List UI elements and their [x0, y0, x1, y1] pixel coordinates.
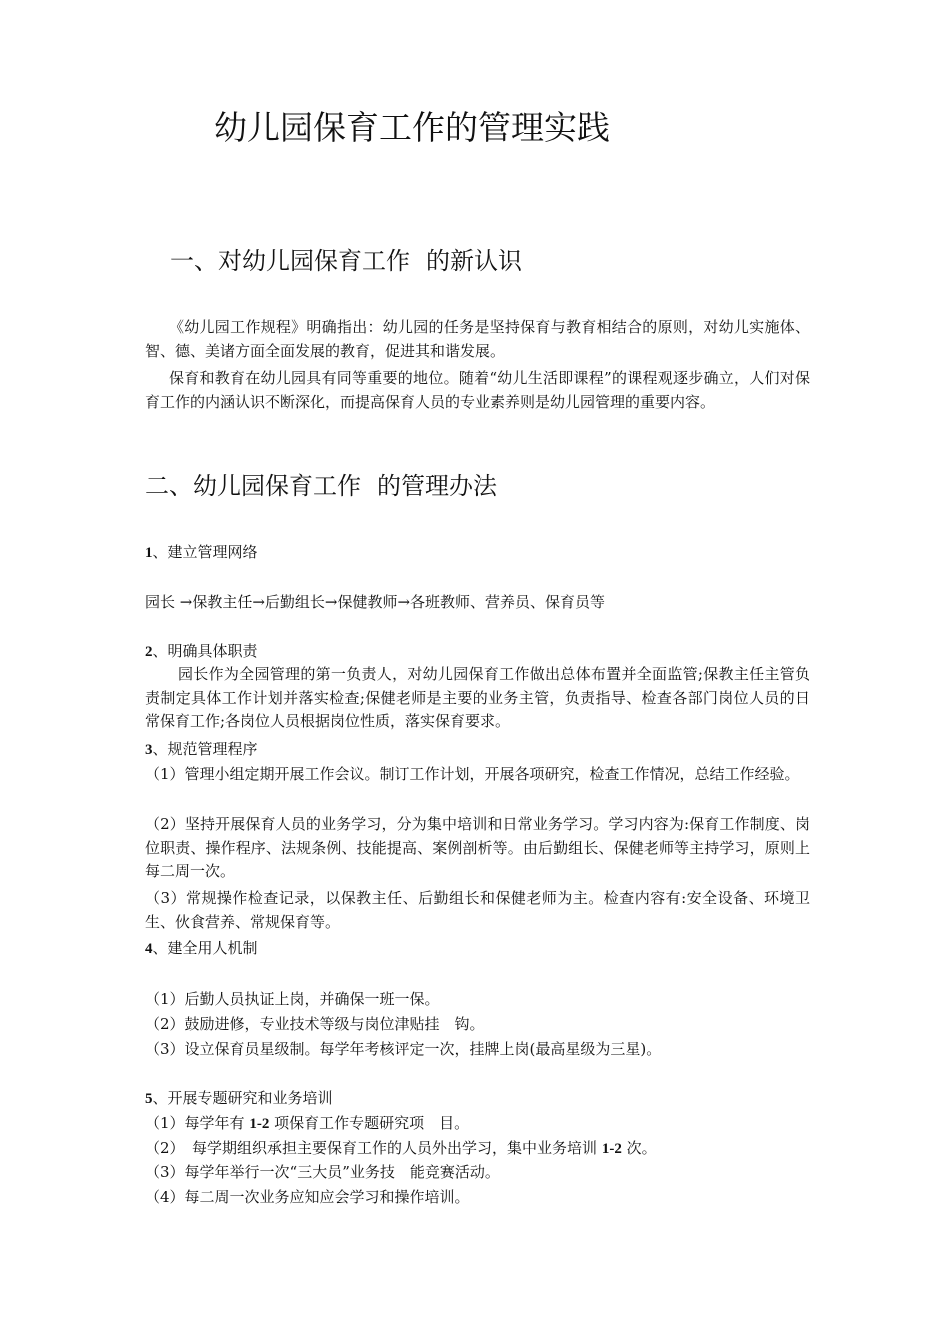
item-4-sub-3-text: 设立保育员星级制。每学年考核评定一次，挂牌上岗(最高星级为三星)。	[184, 1040, 662, 1058]
section-heading-2	[145, 466, 497, 501]
item-5-sub-4-number: （4）	[145, 1188, 185, 1206]
item-3-sub-2-text: 坚持开展保育人员的业务学习，分为集中培训和日常业务学习。学习内容为:保育工作制度、岗位职责、操作程序、法规条例、技能提高、案例剖析等。由后勤组长、保健老师等主持学习，原则上每二周一次。	[145, 815, 811, 880]
item-5-sub-1	[145, 1112, 469, 1136]
item-4-sub-1	[145, 988, 440, 1011]
management-chain: 园长 →保教主任→后勤组长→保健教师→各班教师、营养员、保育员等	[145, 593, 606, 611]
item-5-heading	[145, 1087, 333, 1111]
item-5-sub-2-text-a: 每学期组织承担主要保育工作的人员外出学习，集中业务培训	[177, 1139, 602, 1157]
item-1-title: 、建立管理网络	[152, 543, 258, 561]
item-3-sub-3-text: 常规操作检查记录，以保教主任、后勤组长和保健老师为主。检查内容有:安全设备、环境卫生、伙食营养、常规保育等。	[145, 889, 810, 931]
section-heading-1-part-a: 一、对幼儿园保育工作	[170, 247, 410, 275]
item-4-sub-2-text: 鼓励进修，专业技术等级与岗位津贴挂 钩。	[184, 1015, 485, 1033]
section-heading-1	[170, 241, 522, 276]
item-5-sub-3	[145, 1161, 500, 1184]
item-4-number: 4	[145, 941, 153, 957]
item-4-sub-3	[145, 1038, 661, 1061]
item-5-sub-1-range: 1-2	[249, 1116, 270, 1132]
item-3-sub-1-text: 管理小组定期开展工作会议。制订工作计划，开展各项研究，检查工作情况，总结工作经验。	[184, 765, 800, 783]
item-5-sub-1-number: （1）	[145, 1114, 185, 1132]
item-3-title: 、规范管理程序	[152, 740, 258, 758]
item-3-sub-3-number: （3）	[145, 889, 186, 907]
item-5-sub-3-number: （3）	[145, 1163, 185, 1181]
item-5-sub-3-text: 每学年举行一次“三大员”业务技 能竞赛活动。	[184, 1163, 500, 1181]
document-title: 幼儿园保育工作的管理实践	[214, 108, 610, 147]
item-2-heading	[145, 640, 258, 664]
item-5-sub-2	[145, 1137, 657, 1161]
paragraph-importance: 保育和教育在幼儿园具有同等重要的地位。随着“幼儿生活即课程”的课程观逐步确立，人们对保育工作的内涵认识不断深化，而提高保育人员的专业素养则是幼儿园管理的重要内容。	[145, 369, 810, 411]
paragraph-regulation: 《幼儿园工作规程》明确指出：幼儿园的任务是坚持保育与教育相结合的原则，对幼儿实施体、智、德、美诸方面全面发展的教育，促进其和谐发展。	[145, 318, 810, 360]
item-5-sub-1-text-a: 每学年有	[184, 1114, 250, 1132]
item-3-number: 3	[145, 742, 153, 758]
responsibilities-paragraph: 园长作为全园管理的第一负责人，对幼儿园保育工作做出总体布置并全面监管;保教主任主管负责制定具体工作计划并落实检查;保健老师是主要的业务主管，负责指导、检查各部门岗位人员的日常保育工作;各岗位人员根据岗位性质，落实保育要求。	[145, 665, 810, 730]
item-4-sub-3-number: （3）	[145, 1040, 185, 1058]
item-4-sub-1-number: （1）	[145, 990, 185, 1008]
section-heading-1-part-b: 的新认识	[426, 247, 522, 275]
item-3-sub-3	[145, 887, 810, 934]
section-heading-2-part-a: 二、幼儿园保育工作	[145, 472, 361, 500]
item-3-sub-1-number: （1）	[145, 765, 185, 783]
item-2-title: 、明确具体职责	[152, 642, 258, 660]
item-5-sub-4	[145, 1186, 470, 1209]
item-4-sub-2-number: （2）	[145, 1015, 185, 1033]
item-4-sub-1-text: 后勤人员执证上岗，并确保一班一保。	[184, 990, 440, 1008]
item-3-sub-2	[145, 813, 810, 884]
item-5-sub-1-text-c: 项保育工作专题研究项 目。	[269, 1114, 470, 1132]
item-5-sub-2-text-c: 次。	[621, 1139, 657, 1157]
item-5-title: 、开展专题研究和业务培训	[152, 1089, 333, 1107]
item-3-sub-1	[145, 763, 810, 787]
item-3-heading	[145, 738, 258, 762]
item-2-number: 2	[145, 644, 153, 660]
item-5-sub-4-text: 每二周一次业务应知应会学习和操作培训。	[184, 1188, 470, 1206]
item-1-number: 1	[145, 545, 153, 561]
item-4-heading	[145, 937, 258, 961]
item-1-heading	[145, 541, 258, 565]
section-heading-2-part-b: 的管理办法	[377, 472, 497, 500]
item-5-sub-2-number: （2）	[145, 1139, 178, 1157]
item-3-sub-2-number: （2）	[145, 815, 185, 833]
item-4-sub-2	[145, 1013, 485, 1036]
item-4-title: 、建全用人机制	[152, 939, 258, 957]
item-5-number: 5	[145, 1091, 153, 1107]
item-5-sub-2-range: 1-2	[601, 1141, 622, 1157]
